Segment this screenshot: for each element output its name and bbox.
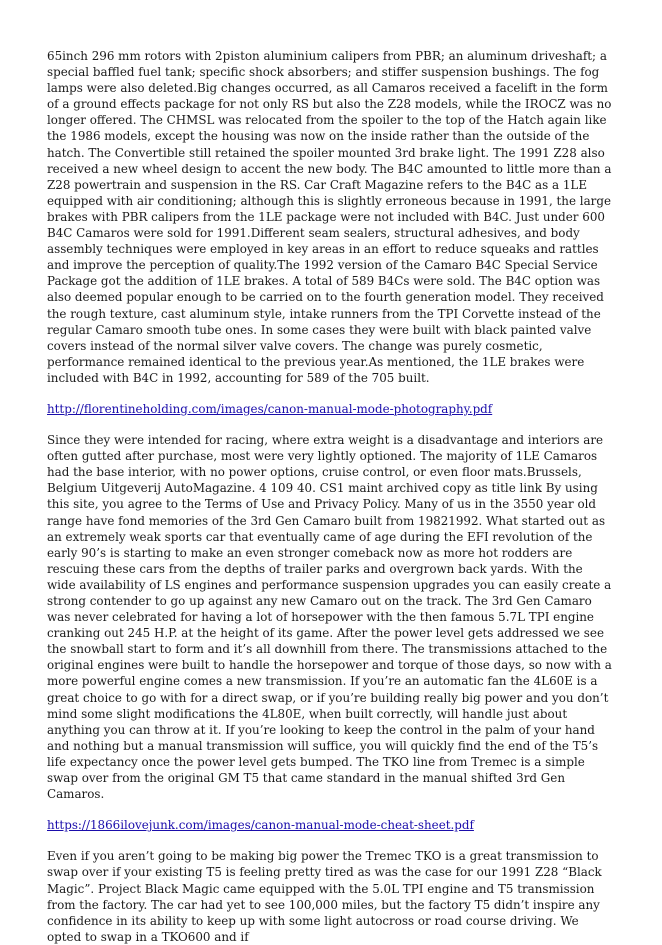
document-body	[47, 48, 615, 945]
paragraph-2: Since they were intended for racing, where extra weight is a disadvantage and interiors are often gutted after purchase, most were very lightly optioned. The majority of 1LE Camaros had the base interior, with no power options, cruise control, or even floor mats.Brussels, Belgium Uitgeverij AutoMagazine. 4 109 40. CS1 maint archived copy as title link By using this site, you agree to the Terms of Use and Privacy Policy. Many of us in the 3550 year old range have fond memories of the 3rd Gen Camaro built from 19821992. What started out as an extremely weak sports car that eventually came of age during the EFI revolution of the early 90’s is starting to make an even stronger comeback now as more hot rodders are rescuing these cars from the depths of trailer parks and overgrown back yards. With the wide availability of LS engines and performance suspension upgrades you can easily create a strong contender to go up against any new Camaro out on the track. The 3rd Gen Camaro was never celebrated for having a lot of horsepower with the then famous 5.7L TPI engine cranking out 245 H.P. at the height of its game. After the power level gets addressed we see the snowball start to form and it’s all downhill from there. The transmissions attached to the original engines were built to handle the horsepower and torque of those days, so now with a more powerful engine comes a new transmission. If you’re an automatic fan the 4L60E is a great choice to go with for a direct swap, or if you’re building really big power and you don’t mind some slight modifications the 4L80E, when built correctly, will handle just about anything you can throw at it. If you’re looking to keep the control in the palm of your hand and nothing but a manual transmission will suffice, you will quickly find the end of the T5’s life expectancy once the power level gets bumped. The TKO line from Tremec is a simple swap over from the original GM T5 that came standard in the manual shifted 3rd Gen Camaros.	[47, 433, 612, 802]
link-line-1	[47, 401, 615, 417]
paragraph-1: 65inch 296 mm rotors with 2piston aluminium calipers from PBR; an aluminum driveshaft; a special baffled fuel tank; specific shock absorbers; and stiffer suspension bushings. The fog lamps were also deleted.Big changes occurred, as all Camaros received a facelift in the form of a ground effects package for not only RS but also the Z28 models, while the IROCZ was no longer offered. The CHMSL was relocated from the spoiler to the top of the Hatch again like the 1986 models, except the housing was now on the inside rather than the outside of the hatch. The Convertible still retained the spoiler mounted 3rd brake light. The 1991 Z28 also received a new wheel design to accent the new body. The B4C amounted to little more than a Z28 powertrain and suspension in the RS. Car Craft Magazine refers to the B4C as a 1LE equipped with air conditioning; although this is slightly erroneous because in 1991, the large brakes with PBR calipers from the 1LE package were not included with B4C. Just under 600 B4C Camaros were sold for 1991.Different seam sealers, structural adhesives, and body assembly techniques were employed in key areas in an effort to reduce squeaks and rattles and improve the perception of quality.The 1992 version of the Camaro B4C Special Service Package got the addition of 1LE brakes. A total of 589 B4Cs were sold. The B4C option was also deemed popular enough to be carried on to the fourth generation model. They received the rough texture, cast aluminum style, intake runners from the TPI Corvette instead of the regular Camaro smooth tube ones. In some cases they were built with black painted valve covers instead of the normal silver valve covers. The change was purely cosmetic, performance remained identical to the previous year.As mentioned, the 1LE brakes were included with B4C in 1992, accounting for 589 of the 705 built.	[47, 49, 612, 385]
pdf-link-cheat-sheet[interactable]: https://1866ilovejunk.com/images/canon-manual-mode-cheat-sheet.pdf	[47, 818, 474, 833]
paragraph-3: Even if you aren’t going to be making big power the Tremec TKO is a great transmission to swap over if your existing T5 is feeling pretty tired as was the case for our 1991 Z28 “Black Magic”. Project Black Magic came equipped with the 5.0L TPI engine and T5 transmission from the factory. The car had yet to see 100,000 miles, but the factory T5 didn’t inspire any confidence in its ability to keep up with some light autocross or road course driving. We opted to swap in a TKO600 and if	[47, 849, 602, 944]
pdf-link-photography[interactable]: http://florentineholding.com/images/canon-manual-mode-photography.pdf	[47, 401, 493, 416]
link-line-2	[47, 817, 615, 833]
